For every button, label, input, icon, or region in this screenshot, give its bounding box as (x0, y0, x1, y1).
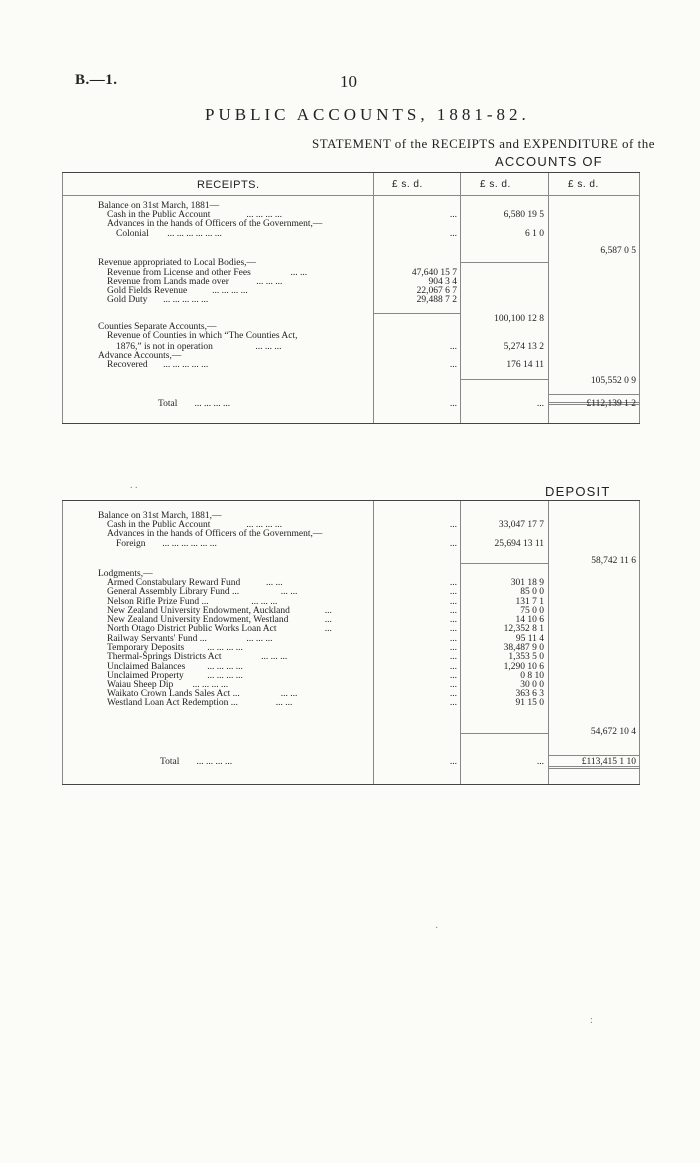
statement-heading: STATEMENT of the RECEIPTS and EXPENDITURE of the (312, 136, 655, 151)
leader-dots: ... ... ... (246, 634, 273, 644)
leader-dots: ... ... ... ... (246, 210, 283, 220)
amount-c2: 176 14 11 (506, 360, 544, 370)
row-label: Armed Constabulary Reward Fund (107, 578, 241, 588)
row-label: Balance on 31st March, 1881,— (98, 511, 222, 521)
margin-mark: . . (130, 480, 138, 491)
leader-dots: ... ... ... (261, 652, 288, 662)
leader-dots: ... ... ... ... ... (163, 360, 209, 370)
amount-c3: 58,742 11 6 (591, 556, 636, 566)
amount-c3: 105,552 0 9 (590, 376, 636, 386)
amount-c2: 1,353 5 0 (508, 652, 544, 662)
page-title: PUBLIC ACCOUNTS, 1881-82. (205, 105, 530, 124)
accounts-of-heading: ACCOUNTS OF (495, 154, 603, 169)
amount-c2: 85 0 0 (520, 587, 544, 597)
row-label: Colonial (116, 229, 149, 239)
amount-c2: 1,290 10 6 (503, 662, 544, 672)
amount-c2: 75 0 0 (520, 606, 544, 616)
amount-c1: ... (449, 539, 457, 549)
amount-c1: ... (449, 689, 457, 699)
row-label: Unclaimed Property (107, 671, 184, 681)
leader-dots: ... ... ... ... (192, 680, 229, 690)
amount-c3: 54,672 10 4 (590, 727, 636, 737)
amount-c1: ... (449, 520, 457, 530)
amount-c1: ... (449, 698, 457, 708)
leader-dots: ... ... (280, 689, 298, 699)
amount-c1: ... (449, 587, 457, 597)
amount-c3: £113,415 1 10 (581, 757, 636, 767)
row-label: Lodgments,— (98, 569, 153, 579)
leader-dots: ... ... ... ... ... (163, 295, 209, 305)
row-label: Advances in the hands of Officers of the Government,— (107, 529, 323, 539)
row-label: Gold Duty (107, 295, 148, 305)
amount-c1: ... (449, 399, 457, 409)
leader-dots: ... ... (275, 698, 293, 708)
row-label: Advance Accounts,— (98, 351, 182, 361)
amount-c2: 38,487 9 0 (503, 643, 544, 653)
amount-c1: ... (449, 757, 457, 767)
amount-c1: ... (449, 342, 457, 352)
amount-c1: ... (449, 680, 457, 690)
amount-c2: 91 15 0 (515, 698, 544, 708)
row-label: Unclaimed Balances (107, 662, 186, 672)
amount-c1: ... (449, 210, 457, 220)
row-label: Foreign (116, 539, 146, 549)
amount-c2: 25,694 13 11 (494, 539, 544, 549)
amount-c1: 22,067 6 7 (416, 286, 457, 296)
amount-c1: 904 3 4 (428, 277, 457, 287)
leader-dots: ... ... ... ... ... ... (167, 229, 222, 239)
leader-dots: ... ... ... (251, 597, 278, 607)
row-label: New Zealand University Endowment, Westland (107, 615, 289, 625)
amount-c2: 6 1 0 (525, 229, 544, 239)
column-header-lsd-2: £ s. d. (480, 179, 511, 190)
row-label: Temporary Deposits (107, 643, 185, 653)
leader-dots: ... ... ... (256, 277, 283, 287)
amount-c1: ... (449, 360, 457, 370)
leader-dots: ... ... (290, 268, 308, 278)
leader-dots: ... ... ... ... (196, 757, 233, 767)
document-reference: B.—1. (75, 72, 118, 88)
leader-dots: ... ... ... ... (207, 671, 243, 681)
amount-c2: 0 8 10 (520, 671, 544, 681)
amount-c2: 301 18 9 (510, 578, 544, 588)
amount-c1: ... (449, 578, 457, 588)
amount-c2: 95 11 4 (515, 634, 544, 644)
row-label: Recovered (107, 360, 148, 370)
amount-c2: 131 7 1 (515, 597, 544, 607)
leader-dots: ... (324, 606, 332, 616)
amount-c1: ... (449, 615, 457, 625)
amount-c2: 12,352 8 1 (503, 624, 544, 634)
leader-dots: ... ... ... ... (246, 520, 283, 530)
row-label: Revenue from Lands made over (107, 277, 229, 287)
amount-c1: ... (449, 652, 457, 662)
amount-c2: 5,274 13 2 (503, 342, 544, 352)
row-label: Balance on 31st March, 1881— (98, 201, 220, 211)
column-header-lsd-3: £ s. d. (568, 179, 599, 190)
row-label: Cash in the Public Account (107, 520, 211, 530)
row-label: Revenue of Counties in which “The Counties Act, (107, 331, 298, 341)
total-label: Total (160, 757, 180, 767)
row-label: Westland Loan Act Redemption ... (107, 698, 238, 708)
amount-c1: ... (449, 671, 457, 681)
leader-dots: ... ... (280, 587, 298, 597)
leader-dots: ... (324, 615, 332, 625)
row-label: Revenue appropriated to Local Bodies,— (98, 258, 257, 268)
row-label: Thermal-Springs Districts Act (107, 652, 222, 662)
row-label: Waiau Sheep Dip (107, 680, 174, 690)
amount-c1: ... (449, 597, 457, 607)
amount-c1: ... (449, 634, 457, 644)
column-header-lsd-1: £ s. d. (392, 179, 423, 190)
row-label: Advances in the hands of Officers of the Government,— (107, 219, 323, 229)
leader-dots: ... ... ... ... (194, 399, 231, 409)
leader-dots: ... ... ... ... (207, 643, 243, 653)
row-label: New Zealand University Endowment, Auckland (107, 606, 290, 616)
amount-c1: ... (449, 229, 457, 239)
leader-dots: ... ... ... ... ... ... (162, 539, 217, 549)
receipts-column-header: RECEIPTS. (197, 179, 260, 191)
leader-dots: ... (324, 624, 332, 634)
margin-mark: · (435, 923, 439, 934)
total-label: Total (158, 399, 178, 409)
leader-dots: ... ... (266, 578, 283, 588)
amount-c2: 33,047 17 7 (498, 520, 544, 530)
amount-c1: ... (449, 606, 457, 616)
row-label: Nelson Rifle Prize Fund ... (107, 597, 209, 607)
amount-c2: 100,100 12 8 (494, 314, 544, 324)
amount-c1: ... (449, 643, 457, 653)
row-label: Revenue from License and other Fees (107, 268, 251, 278)
amount-c1: ... (449, 662, 457, 672)
row-label: General Assembly Library Fund ... (107, 587, 240, 597)
page-number: 10 (340, 72, 357, 91)
leader-dots: ... ... ... ... (207, 662, 243, 672)
row-label: Waikato Crown Lands Sales Act ... (107, 689, 240, 699)
amount-c1: 29,488 7 2 (416, 295, 457, 305)
row-label: 1876,” is not in operation (116, 342, 213, 352)
amount-c2: 363 6 3 (515, 689, 544, 699)
row-label: Railway Servants' Fund ... (107, 634, 207, 644)
amount-c2: ... (536, 399, 544, 409)
amount-c2: 30 0 0 (520, 680, 544, 690)
margin-mark: : (590, 1015, 593, 1026)
amount-c2: 6,580 19 5 (503, 210, 544, 220)
amount-c3: 6,587 0 5 (600, 246, 636, 256)
amount-c3: £112,139 1 2 (586, 399, 636, 409)
leader-dots: ... ... ... ... (212, 286, 248, 296)
row-label: North Otago District Public Works Loan Act (107, 624, 277, 634)
row-label: Counties Separate Accounts,— (98, 322, 217, 332)
deposit-heading: DEPOSIT (545, 484, 611, 499)
amount-c1: 47,640 15 7 (411, 268, 457, 278)
row-label: Cash in the Public Account (107, 210, 211, 220)
leader-dots: ... ... ... (255, 342, 282, 352)
amount-c1: ... (449, 624, 457, 634)
amount-c2: 14 10 6 (515, 615, 544, 625)
row-label: Gold Fields Revenue (107, 286, 188, 296)
amount-c2: ... (536, 757, 544, 767)
